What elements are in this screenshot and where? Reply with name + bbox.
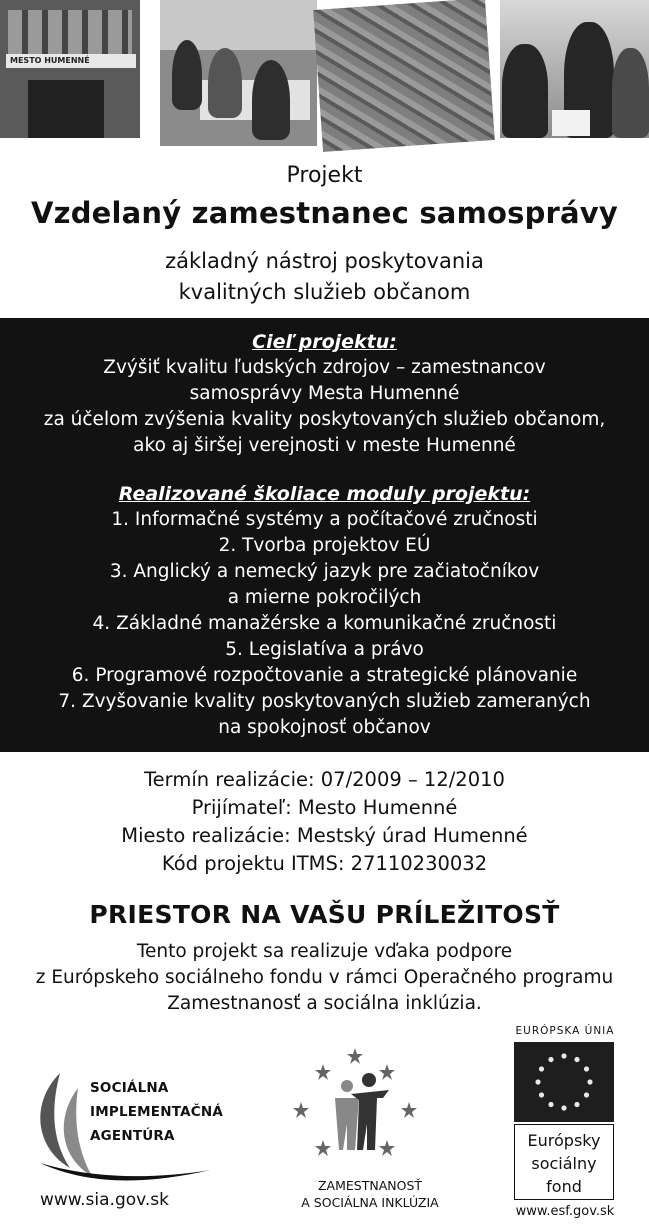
slogan: PRIESTOR NA VAŠU PRÍLEŽITOSŤ [89,900,560,929]
sia-name-line: AGENTÚRA [90,1128,175,1144]
goal-line: samosprávy Mesta Humenné [189,383,460,404]
esf-name-line: sociálny [531,1154,597,1173]
project-info [0,766,649,878]
photo-strip [0,0,649,150]
photo-training-room [160,0,317,146]
person-silhouette [208,48,242,118]
goal-line: Zvýšiť kvalitu ľudských zdrojov – zamestnancov [103,357,546,378]
module-item: 2. Tvorba projektov EÚ [218,535,431,556]
esf-name-line: fond [546,1177,582,1196]
person-silhouette [172,40,202,110]
goal-heading: Cieľ projektu: [252,331,397,353]
module-item: na spokojnosť občanov [218,717,431,738]
person-silhouette [252,60,290,140]
module-item: 4. Základné manažérske a komunikačné zručnosti [92,613,557,634]
esf-name-box [514,1124,614,1200]
module-item: a mierne pokročilých [227,587,422,608]
esf-name-line: Európsky [527,1131,601,1150]
photo-aerial-city [313,0,494,152]
person-silhouette [612,48,649,138]
modules-section [0,481,649,741]
person-silhouette [502,44,548,138]
subtitle-line: základný nástroj poskytovania [165,249,484,273]
program-name-line: A SOCIÁLNA INKLÚZIA [301,1195,439,1210]
program-name-line: ZAMESTNANOSŤ [317,1178,423,1193]
info-line: Miesto realizácie: Mestský úrad Humenné [121,824,528,847]
photo-certificate-ceremony [500,0,649,138]
info-line: Kód projektu ITMS: 27110230032 [161,852,488,875]
esf-url: www.esf.gov.sk [515,1204,615,1219]
eu-caption: EURÓPSKA ÚNIA [515,1025,615,1037]
stars-figures-icon [285,1040,455,1170]
support-line: Tento projekt sa realizuje vďaka podpore [136,941,513,962]
support-line: Zamestnanosť a sociálna inklúzia. [167,993,482,1014]
module-item: 3. Anglický a nemecký jazyk pre začiatočníkov [109,561,540,582]
goal-line: ako aj širšej verejnosti v meste Humenné [133,435,516,456]
building-facade [8,10,132,58]
aerial-texture [313,0,494,152]
goal-section [0,329,649,459]
certificate-paper [552,110,590,136]
sia-logo [30,1068,240,1218]
sia-name-line: IMPLEMENTAČNÁ [90,1104,223,1120]
building-entrance [28,80,104,138]
module-item: 7. Zvyšovanie kvality poskytovaných služieb zameraných [58,691,591,712]
employment-program-logo [285,1040,455,1220]
support-line: z Európskeho sociálneho fondu v rámci Operačného programu [35,967,614,988]
subtitle-line: kvalitných služieb občanom [178,280,471,304]
module-item: 1. Informačné systémy a počítačové zručnosti [111,509,538,530]
pre-title: Projekt [286,163,363,188]
sia-url: www.sia.gov.sk [40,1190,169,1210]
building-sign: MESTO HUMENNÉ [6,54,136,68]
eu-stars-icon [514,1042,614,1122]
sia-name-line: SOCIÁLNA [90,1080,169,1096]
eu-flag [514,1042,614,1122]
esf-logo [500,1020,630,1220]
modules-heading: Realizované školiace moduly projektu: [118,483,531,505]
page-title: Vzdelaný zamestnanec samosprávy [30,196,619,230]
info-line: Prijímateľ: Mesto Humenné [191,796,458,819]
project-details-band [0,318,649,752]
subtitle [0,246,649,308]
module-item: 6. Programové rozpočtovanie a strategické plánovanie [71,665,578,686]
support-statement [0,939,649,1017]
info-line: Termín realizácie: 07/2009 – 12/2010 [144,768,505,791]
goal-line: za účelom zvýšenia kvality poskytovaných služieb občanom, [43,409,606,430]
module-item: 5. Legislatíva a právo [225,639,424,660]
photo-city-hall [0,0,140,138]
